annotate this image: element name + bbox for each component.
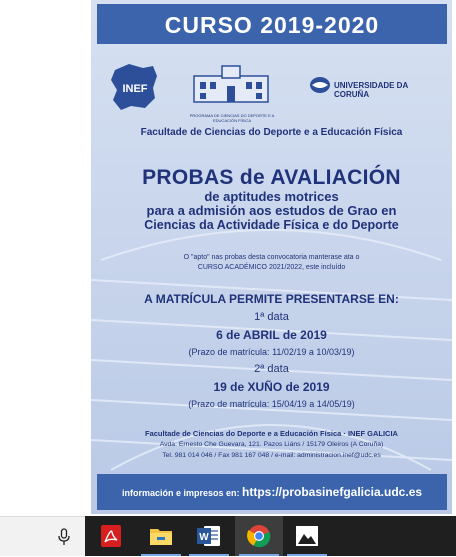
taskbar-word[interactable] xyxy=(185,516,233,556)
file-explorer-icon xyxy=(149,525,173,547)
taskbar-acrobat[interactable] xyxy=(87,516,135,556)
title-band xyxy=(97,4,447,44)
photos-icon xyxy=(295,525,319,547)
heading-line2: de aptitudes motrices xyxy=(204,189,339,204)
note-line1: O "apto" nas probas desta convocatoria manterase ata o xyxy=(183,254,360,261)
word-icon xyxy=(196,524,222,548)
microphone-button[interactable] xyxy=(40,517,88,557)
heading-line1: PROBAS de AVALIACIÓN xyxy=(142,166,401,189)
footer-band xyxy=(97,474,447,510)
taskbar-chrome[interactable] xyxy=(235,516,283,556)
faculty-name: Facultade de Ciencias do Deporte e a Educación Física xyxy=(140,127,403,138)
date1: 6 de ABRIL de 2019 xyxy=(216,328,327,342)
building-logo xyxy=(186,62,276,112)
footer-info xyxy=(97,474,447,511)
date2: 19 de XUÑO de 2019 xyxy=(213,380,330,394)
footer-label: información e impresos en: xyxy=(121,488,240,498)
galicia-map-logo xyxy=(109,62,161,112)
heading-line4: Ciencias da Actividade Física e do Deporte xyxy=(144,218,399,232)
matricula-heading: A MATRÍCULA PERMITE PRESENTARSE EN: xyxy=(144,292,399,306)
taskbar-photos[interactable] xyxy=(283,516,331,556)
udc-logo-text: UNIVERSIDADE DA CORUÑA xyxy=(334,81,408,99)
taskbar-apps xyxy=(85,516,456,556)
svg-text:W: W xyxy=(199,532,209,543)
date2-period: (Prazo de matrícula: 15/04/19 a 14/05/19) xyxy=(188,399,355,409)
udc-logo-mark xyxy=(309,76,331,94)
microphone-icon xyxy=(57,528,71,546)
heading-line3: para a admisión aos estudos de Grao en xyxy=(146,203,397,218)
svg-text:INEF: INEF xyxy=(122,83,148,95)
taskbar xyxy=(0,516,456,556)
date2-label: 2ª data xyxy=(254,363,289,375)
chrome-icon xyxy=(247,524,271,548)
poster-title: CURSO 2019-2020 xyxy=(164,12,380,38)
date1-period: (Prazo de matrícula: 11/02/19 a 10/03/19) xyxy=(188,347,355,357)
acrobat-icon xyxy=(99,524,123,548)
address-line3: Tel. 981 014 046 / Fax 981 167 048 / e-mail: administracion.inef@udc.es xyxy=(162,452,381,459)
footer-url: https://probasinefgalicia.udc.es xyxy=(242,485,423,499)
building-logo-caption: PROGRAMA DE CIENCIAS DO DEPORTE E A EDUCACIÓN FÍSICA xyxy=(189,113,275,123)
note-line2: CURSO ACADÉMICO 2021/2022, este incluído xyxy=(197,264,346,271)
date1-label: 1ª data xyxy=(254,311,289,323)
taskbar-system-area xyxy=(0,516,85,556)
address-line2: Avda. Ernesto Che Guevara, 121. Pazos Liáns / 15179 Oleiros (A Coruña) xyxy=(159,441,384,448)
address-line1: Facultade de Ciencias do Deporte e a Educación Física · INEF GALICIA xyxy=(145,429,398,438)
taskbar-file-explorer[interactable] xyxy=(137,516,185,556)
poster-image xyxy=(91,0,452,514)
